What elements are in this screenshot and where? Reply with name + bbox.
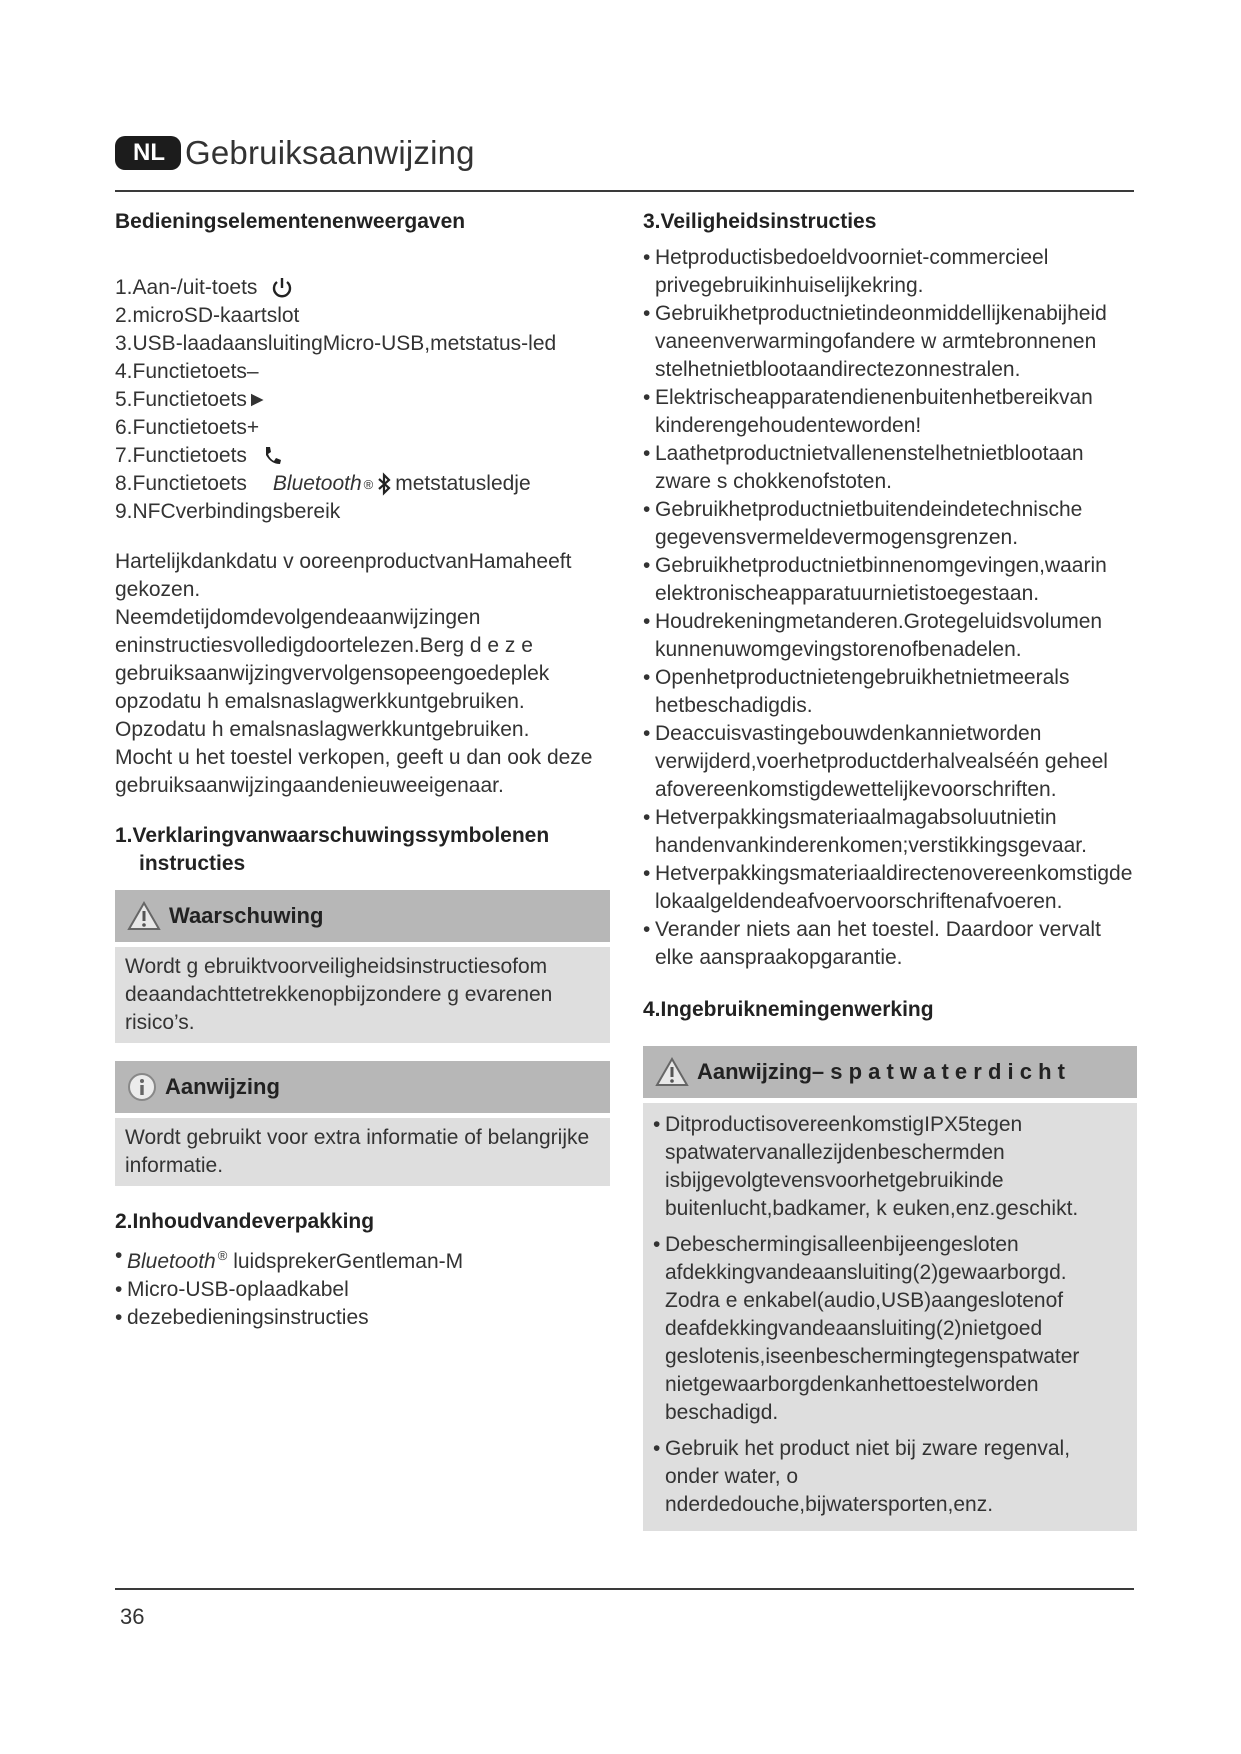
bluetooth-suffix: metstatusledje [395, 472, 531, 495]
right-column [643, 210, 1137, 1531]
left-column [115, 210, 610, 1332]
list-item: • Verander niets aan het toestel. Daardoor vervalt elke aanspraakopgarantie. [643, 918, 1101, 969]
list-item: • Debeschermingisalleenbijeengesloten afdekkingvandeaansluiting(2)gewaarborgd. Zodra e enkabel(audio,USB)aangeslotenof deafdekkingvandeaansluiting(2)nietgoed geslotenis,iseenbeschermingtegenspatwater nietgewaarborgdenkanhettoestelworden beschadigd. [653, 1233, 1080, 1424]
list-item: • Openhetproductnietengebruikhetnietmeerals hetbeschadigdis. [643, 666, 1070, 717]
warning-body: Wordt g ebruiktvoorveiligheidsinstructiesofom deaandachttetrekkenopbijzondere g evarenen risico’s. [115, 947, 610, 1043]
splashproof-header: Aanwijzing– s p a t w a t e r d i c h t [643, 1046, 1137, 1098]
package-list [115, 1242, 610, 1332]
control-item: 9.NFCverbindingsbereik [115, 500, 341, 523]
list-item: • Houdrekeningmetanderen.Grotegeluidsvolumen kunnenuwomgevingstorenofbenadelen. [643, 610, 1103, 661]
page-header [115, 134, 1131, 172]
safety-list [643, 244, 1137, 972]
list-item: • Gebruikhetproductnietbuitendeindetechnische gegevensvermeldevermogensgrenzen. [643, 498, 1083, 549]
list-item: • Gebruik het product niet bij zware regenval, onder water, o nderdedouche,bijwatersporten,enz. [653, 1437, 1071, 1516]
control-item: 1.Aan-/uit-toets [115, 274, 610, 302]
list-item: • Micro-USB-oplaadkabel [115, 1278, 349, 1301]
note-header: Aanwijzing [115, 1061, 610, 1113]
language-badge: NL [115, 136, 181, 170]
warning-header: Waarschuwing [115, 890, 610, 942]
registered-mark: ® [363, 476, 374, 492]
info-circle-icon [127, 1072, 157, 1102]
list-item: • Deaccuisvastingebouwdenkannietworden verwijderd,voerhetproductderhalvealséén geheel afovereenkomstigdewettelijkevoorschriften. [643, 722, 1108, 801]
note-body: Wordt gebruikt voor extra informatie of belangrijke informatie. [115, 1118, 610, 1186]
splashproof-body [643, 1103, 1137, 1531]
section-1-title: 1.Verklaringvanwaarschuwingssymbolenen instructies [115, 824, 550, 875]
power-icon [271, 276, 293, 300]
list-item: • Hetproductisbedoeldvoorniet-commercieel privegebruikinhuiselijkekring. [643, 246, 1049, 297]
list-item: • Gebruikhetproductnietindeonmiddellijkenabijheid vaneenverwarmingofandere w armtebronnenen stelhetnietblootaandirectezonnestralen. [643, 302, 1107, 381]
list-item: • Laathetproductnietvallenenstelhetnietblootaan zware s chokkenofstoten. [643, 442, 1084, 493]
list-item: • Gebruikhetproductnietbinnenomgevingen,waarin elektronischeapparatuurnietistoegestaan. [643, 554, 1107, 605]
controls-heading: Bedieningselementenenweergaven [115, 210, 466, 233]
bluetooth-word: Bluetooth [272, 472, 362, 495]
footer-rule [115, 1588, 1134, 1590]
intro-paragraph: Hartelijkdankdatu v ooreenproductvanHamaheeft gekozen. Neemdetijdomdevolgendeaanwijzingen eninstructiesvolledigdoortelezen.Berg d e z e gebruiksaanwijzingvervolgensopeengoedeplek opzodatu h emalsnaslagwerkkuntgebruiken. Opzodatu h emalsnaslagwerkkuntgebruiken. Mocht u het toestel verkopen, geeft u dan ook deze gebruiksaanwijzingaandenieuweeigenaar. [115, 550, 593, 797]
control-item: 5.Functietoets► [115, 388, 268, 411]
header-rule [115, 190, 1134, 192]
section-2-title: 2.Inhoudvandeverpakking [115, 1210, 375, 1233]
page-number: 36 [120, 1604, 145, 1629]
control-item: 6.Functietoets+ [115, 416, 260, 439]
list-item: • dezebedieningsinstructies [115, 1306, 369, 1329]
bluetooth-icon [377, 472, 391, 496]
control-item: 7.Functietoets [115, 442, 610, 470]
list-item: • Hetverpakkingsmateriaaldirectenovereenkomstigde lokaalgeldendeafvoervoorschriftenafvoeren. [643, 862, 1133, 913]
list-item: • Bluetooth ® luidsprekerGentleman-M [115, 1244, 464, 1273]
splashproof-box [643, 1046, 1137, 1531]
warning-box [115, 890, 610, 1043]
list-item: • Hetverpakkingsmateriaalmagabsoluutnietin handenvankinderenkomen;verstikkingsgevaar. [643, 806, 1087, 857]
controls-list [115, 274, 610, 526]
warning-triangle-icon [127, 901, 161, 931]
list-item: • Elektrischeapparatendienenbuitenhetbereikvan kinderengehoudenteworden! [643, 386, 1093, 437]
page-title: Gebruiksaanwijzing [185, 134, 475, 171]
phone-icon [261, 444, 283, 468]
control-item: 3.USB-laadaansluitingMicro-USB,metstatus-led [115, 332, 557, 355]
note-box [115, 1061, 610, 1186]
control-item: 4.Functietoets– [115, 360, 259, 383]
control-item: 8.Functietoets Bluetooth ® metstatusledje [115, 472, 531, 495]
list-item: • DitproductisovereenkomstigIPX5tegen spatwatervanallezijdenbeschermden isbijgevolgtevensvoorhetgebruikinde buitenlucht,badkamer, k euken,enz.geschikt. [653, 1113, 1079, 1220]
section-3-title: 3.Veiligheidsinstructies [643, 210, 877, 233]
warning-triangle-icon [655, 1057, 689, 1087]
control-item: 2.microSD-kaartslot [115, 304, 300, 327]
section-4-title: 4.Ingebruiknemingenwerking [643, 998, 934, 1021]
